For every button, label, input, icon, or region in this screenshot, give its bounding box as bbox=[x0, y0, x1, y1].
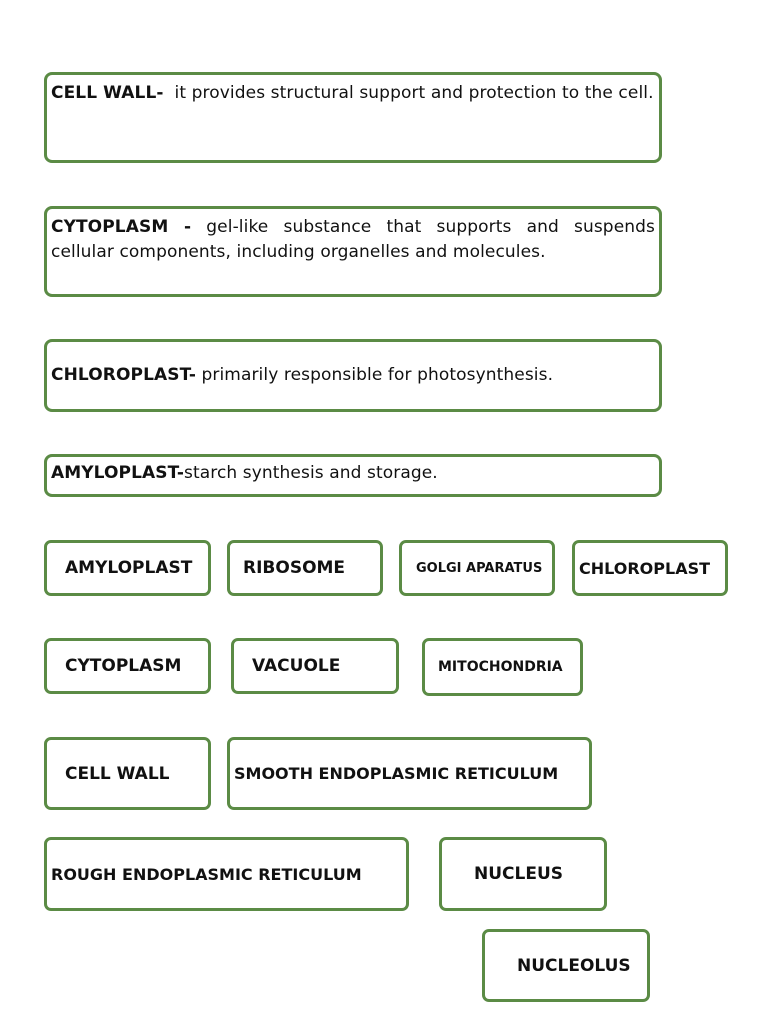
option-nucleolus[interactable] bbox=[482, 929, 650, 1002]
option-label: NUCLEUS bbox=[474, 864, 564, 884]
option-amyloplast[interactable] bbox=[44, 540, 211, 596]
definition-term: CYTOPLASM - bbox=[51, 217, 192, 237]
option-golgi-aparatus[interactable] bbox=[399, 540, 555, 596]
definition-term: CHLOROPLAST- bbox=[51, 365, 196, 385]
option-label: CHLOROPLAST bbox=[579, 558, 711, 578]
definition-box-cytoplasm bbox=[44, 206, 662, 297]
option-label: CELL WALL bbox=[65, 763, 170, 784]
definition-box-cell-wall bbox=[44, 72, 662, 163]
option-label: ROUGH ENDOPLASMIC RETICULUM bbox=[51, 864, 362, 884]
option-mitochondria[interactable] bbox=[422, 638, 583, 696]
option-label: MITOCHONDRIA bbox=[438, 659, 563, 675]
option-label: CYTOPLASM bbox=[65, 656, 182, 676]
definition-text: starch synthesis and storage. bbox=[184, 463, 438, 483]
option-rough-endoplasmic-reticulum[interactable] bbox=[44, 837, 409, 911]
option-ribosome[interactable] bbox=[227, 540, 383, 596]
option-cytoplasm[interactable] bbox=[44, 638, 211, 694]
definition-text: it provides structural support and protection to the cell. bbox=[163, 83, 654, 103]
option-vacuole[interactable] bbox=[231, 638, 399, 694]
option-smooth-endoplasmic-reticulum[interactable] bbox=[227, 737, 592, 810]
option-label: RIBOSOME bbox=[243, 558, 346, 578]
option-label: VACUOLE bbox=[252, 656, 341, 676]
option-label: SMOOTH ENDOPLASMIC RETICULUM bbox=[234, 764, 559, 783]
definition-text: primarily responsible for photosynthesis. bbox=[195, 365, 554, 385]
definition-text: gel-like substance that supports and suspends cellular components, including organelles and molecules. bbox=[51, 217, 661, 262]
option-label: AMYLOPLAST bbox=[65, 558, 193, 578]
definition-box-chloroplast bbox=[44, 339, 662, 412]
definition-box-amyloplast bbox=[44, 454, 662, 497]
option-chloroplast[interactable] bbox=[572, 540, 728, 596]
option-cell-wall[interactable] bbox=[44, 737, 211, 810]
option-nucleus[interactable] bbox=[439, 837, 607, 911]
option-label: NUCLEOLUS bbox=[517, 955, 631, 976]
definition-term: CELL WALL- bbox=[51, 83, 164, 103]
option-label: GOLGI APARATUS bbox=[416, 560, 543, 576]
definition-term: AMYLOPLAST- bbox=[51, 463, 185, 483]
